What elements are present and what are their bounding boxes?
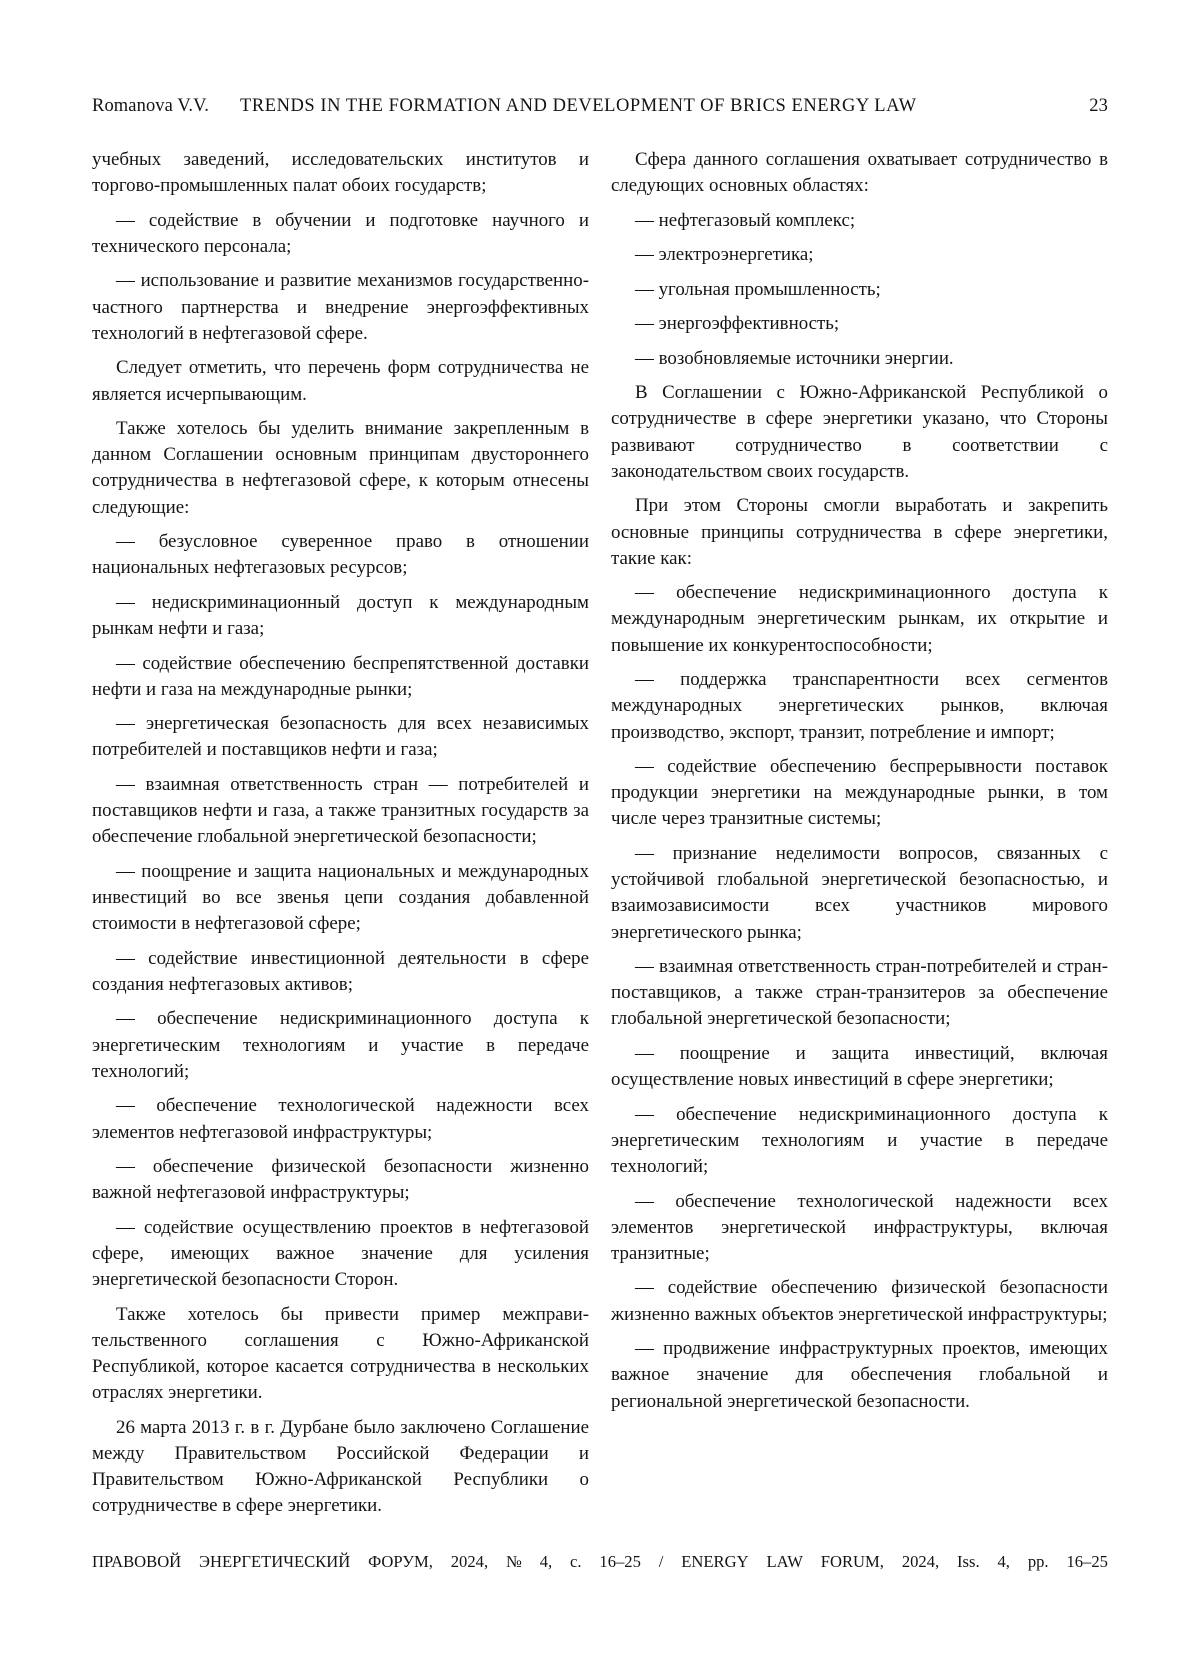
paragraph: — обеспечение недискриминационного доступа к энергетическим технологиям и участие в передаче технологий; [92, 1008, 589, 1082]
paragraph: Сфера данного соглашения охватывает сотрудничество в следующих основных областях: [611, 149, 1108, 197]
paragraph: — безусловное суверенное право в отношении национальных нефтегазовых ресурсов; [92, 531, 589, 579]
paragraph: — взаимная ответственность стран — потребителей и поставщиков нефти и газа, а также транзитных государств за обеспечение глобальной энергетической безопасности; [92, 773, 589, 848]
paragraph: — поддержка транспарентности всех сегментов международных энергетических рынков, включая производство, экспорт, транзит, потребление и импорт; [611, 669, 1108, 743]
running-head-title: TRENDS IN THE FORMATION AND DEVELOPMENT OF BRICS ENERGY LAW [240, 96, 917, 116]
paragraph: При этом Стороны смогли выработать и закрепить основные принципы сотрудничества в сфере энергетики, такие как: [611, 495, 1108, 569]
paragraph: — обеспечение недискриминационного доступа к энергетическим технологиям и участие в передаче технологий; [611, 1103, 1108, 1178]
paragraph: — содействие обеспечению беспрепятственной доставки нефти и газа на международные рынки; [92, 652, 589, 700]
paragraph: — поощрение и защита инвестиций, включая осуществление новых инвестиций в сфере энергетики; [611, 1042, 1108, 1091]
journal-footer [92, 1552, 1108, 1572]
paragraph: — обеспечение технологической надежности всех элементов нефтегазовой инфраструктуры; [92, 1095, 589, 1143]
footer-word: 16–25 [1066, 1552, 1108, 1571]
page-number: 23 [1089, 96, 1108, 116]
paragraph: — электроэнергетика; [635, 244, 814, 266]
footer-word: 2024, [450, 1552, 489, 1571]
paragraph: — содействие в обучении и подготовке научного и технического персонала; [92, 209, 589, 257]
paragraph: Следует отметить, что перечень форм сотрудничества не является исчерпывающим. [92, 357, 589, 405]
paragraph: — обеспечение технологической надежности всех элементов энергетической инфраструктуры, включая транзитные; [611, 1190, 1108, 1264]
footer-word: LAW [766, 1552, 803, 1571]
footer-word: pp. [1027, 1552, 1049, 1571]
footer-word: ФОРУМ, [368, 1552, 433, 1571]
footer-word: с. [570, 1552, 582, 1571]
paragraph: Также хотелось бы уделить внимание закрепленным в данном Соглашении основным принципам двустороннего сотрудничества в нефтегазовой сфере, к которым отнесены следующие: [92, 418, 589, 518]
running-head-author: Romanova V.V. [92, 96, 209, 116]
paragraph: Также хотелось бы привести пример межправительственного соглашения с Южно-Африканской Республикой, которое касается сотрудничества в нескольких отраслях энергетики. [92, 1303, 589, 1404]
paragraph: — обеспечение недискриминационного доступа к международным энергетическим рынкам, их открытие и повышение их конкурентоспособности; [611, 582, 1108, 656]
paragraph: — возобновляемые источники энергии. [635, 347, 954, 369]
running-head [92, 96, 1108, 126]
paragraph: — недискриминационный доступ к международным рынкам нефти и газа; [92, 591, 589, 640]
right-column [611, 147, 1108, 1423]
paragraph: 26 марта 2013 г. в г. Дурбане было заключено Соглашение между Правительством Российской Федерации и Правительством Южно-Африканской Республики о сотрудничестве в сфере энергетики. [92, 1416, 589, 1517]
footer-word: Iss. [957, 1552, 980, 1571]
paragraph: — содействие обеспечению беспрерывности поставок продукции энергетики на международные рынки, в том числе через транзитные системы; [611, 756, 1108, 830]
footer-word: ПРАВОВОЙ [92, 1552, 182, 1571]
paragraph: — угольная промышленность; [635, 278, 881, 300]
paragraph: — взаимная ответственность стран-потребителей и стран-поставщиков, а также стран-транзитеров за обеспечение глобальной энергетической безопасности; [611, 956, 1108, 1030]
paragraph: учебных заведений, исследовательских институтов и торгово-промышленных палат обоих государств; [92, 149, 589, 197]
paragraph: — поощрение и защита национальных и международных инвестиций во все звенья цепи создания добавленной стоимости в нефтегазовой сфере; [92, 860, 589, 935]
paragraph: — содействие осуществлению проектов в нефтегазовой сфере, имеющих важное значение для усиления энергетической безопасности Сторон. [92, 1216, 589, 1291]
paragraph: — содействие инвестиционной деятельности в сфере создания нефтегазовых активов; [92, 947, 589, 995]
paragraph: — содействие обеспечению физической безопасности жизненно важных объектов энергетической инфраструктуры; [611, 1277, 1108, 1325]
paragraph: — использование и развитие механизмов государственно-частного партнерства и внедрение энергоэффективных технологий в нефтегазовой сфере. [92, 270, 589, 344]
footer-word: ЭНЕРГЕТИЧЕСКИЙ [199, 1552, 351, 1571]
footer-word: № [505, 1552, 522, 1571]
footer-word: 16–25 [599, 1552, 641, 1571]
footer-word: 4, [997, 1552, 1010, 1571]
footer-word: FORUM, [820, 1552, 884, 1571]
footer-word: 2024, [901, 1552, 940, 1571]
paragraph: — продвижение инфраструктурных проектов, имеющих важное значение для обеспечения глобальной и региональной энергетической безопасности. [611, 1338, 1108, 1412]
paragraph: — признание неделимости вопросов, связанных с устойчивой глобальной энергетической безопасностью, и взаимозависимости всех участников мирового энергетического рынка; [611, 842, 1108, 943]
paragraph: — обеспечение физической безопасности жизненно важной нефтегазовой инфраструктуры; [92, 1156, 589, 1204]
paragraph: — нефтегазовый комплекс; [635, 209, 856, 231]
left-column [92, 147, 589, 1528]
footer-word: ENERGY [681, 1552, 749, 1571]
footer-word: 4, [539, 1552, 553, 1571]
paragraph: — энергоэффективность; [635, 313, 840, 335]
paragraph: В Соглашении с Южно-Африканской Республикой о сотрудничестве в сфере энергетики указано, что Стороны развивают сотрудничество в соответствии с законодательством своих государств. [611, 382, 1108, 482]
footer-word: / [658, 1552, 664, 1571]
paragraph: — энергетическая безопасность для всех независимых потребителей и поставщиков нефти и газа; [92, 713, 589, 761]
